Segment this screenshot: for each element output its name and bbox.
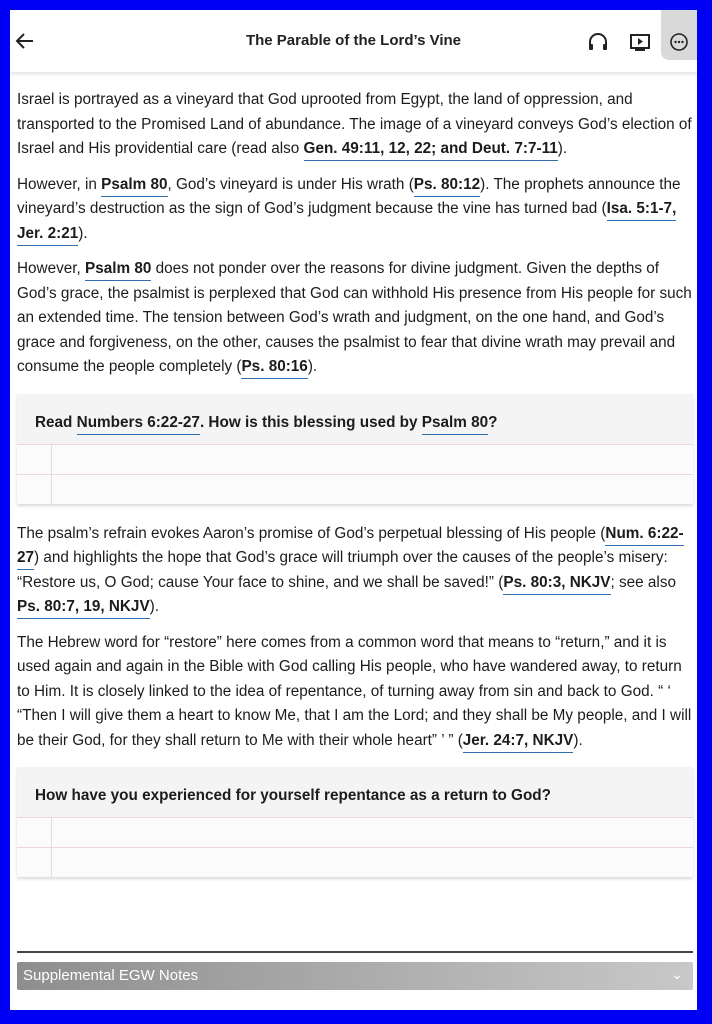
body-text: ). The prophets announce the vineyard’s destruction as the sign of God’s judgment because the vine has turned bad ( (17, 175, 681, 217)
scripture-reference-link[interactable]: Gen. 49:11, 12, 22; and Deut. 7:7-11 (304, 140, 558, 161)
body-text: However, (17, 260, 86, 277)
scripture-reference-link[interactable]: Num. 6:22-27 (17, 525, 684, 571)
chevron-down-icon: ⌄ (671, 966, 683, 982)
paragraph (17, 257, 693, 380)
page-title: The Parable of the Lord’s Vine (245, 32, 462, 49)
supplemental-notes-dropdown[interactable] (17, 962, 693, 990)
body-text: Read (35, 413, 77, 431)
body-text: ). (573, 731, 583, 749)
paragraph (17, 631, 693, 754)
scripture-reference-link[interactable]: Psalm 80 (101, 176, 167, 197)
more-options-icon (669, 32, 691, 52)
body-text: The psalm’s refrain evokes Aaron’s promise of God’s perpetual blessing of His people ( (17, 524, 606, 542)
more-options-button[interactable] (661, 10, 697, 60)
reader-window (10, 10, 697, 1010)
body-text: ). (557, 140, 568, 157)
scripture-reference-link[interactable]: Numbers 6:22-27 (77, 414, 200, 435)
body-text: , God’s vineyard is under His wrath ( (167, 175, 414, 193)
paragraph (17, 522, 693, 620)
question-box-2 (17, 767, 693, 877)
scripture-reference-link[interactable]: Jer. 24:7, NKJV (463, 732, 574, 753)
question-box-1 (17, 394, 693, 504)
body-text: ? (488, 413, 498, 431)
scripture-reference-link[interactable]: Ps. 80:3, NKJV (503, 574, 610, 595)
body-text: How have you experienced for yourself repentance as a return to God? (35, 787, 551, 804)
body-text: ; see also (610, 573, 676, 591)
supplemental-notes-label: Supplemental EGW Notes (23, 967, 199, 984)
paragraph (17, 88, 693, 162)
scripture-reference-link[interactable]: Isa. 5:1-7, Jer. 2:21 (17, 200, 676, 246)
paragraph-group-2 (17, 522, 693, 754)
body-text: . How is this blessing used by (199, 413, 422, 431)
lesson-content (17, 88, 693, 895)
scripture-reference-link[interactable]: Ps. 80:7, 19, NKJV (17, 598, 150, 619)
body-text: ). (149, 598, 160, 615)
body-text: ). (78, 224, 88, 242)
answer-area[interactable] (17, 444, 693, 504)
question-text (17, 767, 693, 817)
scripture-reference-link[interactable]: Ps. 80:12 (414, 176, 480, 197)
top-bar (10, 10, 697, 72)
scripture-reference-link[interactable]: Psalm 80 (422, 414, 488, 435)
scripture-reference-link[interactable]: Ps. 80:16 (241, 358, 307, 379)
play-video-icon[interactable] (629, 32, 651, 52)
paragraph-group-1 (17, 88, 693, 380)
scripture-reference-link[interactable]: Psalm 80 (85, 260, 151, 281)
body-text: The Hebrew word for “restore” here comes from a common word that means to “return,” and it is used again and again in the Bible with God calling His people, who have wandered away, to return to Him. It is closely linked to the idea of repentance, of turning away from sin and back to God. “ ‘ “Then I will give them a heart to know Me, that I am the Lord; and they shall be My people, and I will be their God, for they shall return to Me with their whole heart” ’ ” ( (17, 633, 692, 749)
body-text: ) and highlights the hope that God’s grace will triumph over the causes of the people’s misery: “Restore us, O God; cause Your face to shine, and we shall be saved!” ( (17, 549, 668, 591)
answer-area[interactable] (17, 817, 693, 877)
body-text: However, in (17, 175, 102, 193)
question-text (17, 394, 693, 444)
body-text: Israel is portrayed as a vineyard that God uprooted from Egypt, the land of oppression, and transported to the Promised Land of abundance. The image of a vineyard conveys God’s election of Israel and His providential care (read also (17, 91, 692, 157)
headphones-icon[interactable] (587, 32, 609, 52)
body-text: ). (307, 358, 318, 375)
paragraph (17, 173, 693, 247)
section-divider (17, 951, 693, 953)
body-text: does not ponder over the reasons for divine judgment. Given the depths of God’s grace, the psalmist is perplexed that God can withhold His presence from His people for such an extended time. The tension between God’s wrath and judgment, on the one hand, and God’s grace and forgiveness, on the other, causes the psalmist to fear that divine wrath may prevail and consume the people completely ( (17, 260, 692, 375)
